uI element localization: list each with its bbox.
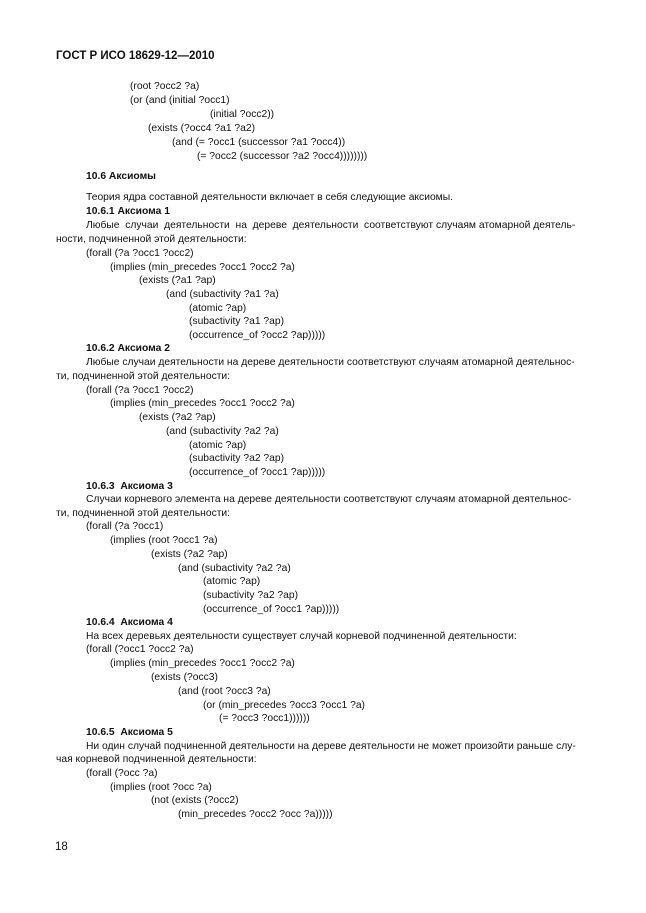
code-line: (exists (?occ4 ?a1 ?a2) (148, 123, 256, 134)
code-line: (forall (?a ?occ1) (86, 521, 164, 532)
code-line: (and (root ?occ3 ?a) (178, 686, 271, 697)
code-line: (atomic ?ap) (203, 576, 261, 587)
code-line: (or (min_precedes ?occ3 ?occ1 ?a) (203, 700, 365, 711)
section-heading: 10.6 Аксиомы (86, 171, 156, 182)
code-line: (exists (?a2 ?ap) (151, 549, 228, 560)
subsection-heading: 10.6.3 Аксиома 3 (86, 481, 173, 492)
code-line: (atomic ?ap) (189, 440, 247, 451)
paragraph-line: ти, подчиненной этой деятельности: (56, 371, 231, 382)
document-header: ГОСТ Р ИСО 18629-12—2010 (56, 50, 215, 62)
code-line: (occurrence_of ?occ2 ?ap))))) (189, 330, 326, 341)
subsection-heading: 10.6.5 Аксиома 5 (86, 727, 173, 738)
code-line: (and (subactivity ?a1 ?a) (166, 289, 279, 300)
code-line: (occurrence_of ?occ1 ?ap))))) (203, 604, 340, 615)
subsection-heading: 10.6.2 Аксиома 2 (86, 343, 170, 354)
code-line: (and (subactivity ?a2 ?a) (178, 563, 291, 574)
paragraph-line: ти, подчиненной этой деятельности: (56, 508, 231, 519)
code-line: (subactivity ?a2 ?ap) (189, 453, 285, 464)
code-line: (initial ?occ2)) (210, 109, 275, 120)
paragraph-line: Случаи корневого элемента на дереве деятельности соответствуют случаям атомарной деятельнос- (86, 494, 572, 505)
code-line: (min_precedes ?occ2 ?occ ?a))))) (178, 809, 333, 820)
code-line: (implies (min_precedes ?occ1 ?occ2 ?a) (110, 658, 295, 669)
subsection-heading: 10.6.1 Аксиома 1 (86, 206, 170, 217)
code-line: (implies (min_precedes ?occ1 ?occ2 ?a) (110, 398, 295, 409)
code-line: (exists (?a2 ?ap) (139, 412, 216, 423)
subsection-heading: 10.6.4 Аксиома 4 (86, 617, 173, 628)
code-line: (root ?occ2 ?a) (130, 81, 200, 92)
code-line: (and (subactivity ?a2 ?a) (166, 426, 279, 437)
paragraph-line: ности, подчиненной этой деятельности: (56, 234, 247, 245)
code-line: (forall (?occ ?a) (86, 768, 158, 779)
paragraph-line: чая корневой подчиненной деятельности: (56, 754, 257, 765)
paragraph-line: Ни один случай подчиненной деятельности на дереве деятельности не может произойти раньше слу- (86, 741, 576, 752)
paragraph-line: На всех деревьях деятельности существует случай корневой подчиненной деятельности: (86, 631, 517, 642)
paragraph-line: Теория ядра составной деятельности включает в себя следующие аксиомы. (86, 192, 454, 203)
code-line: (= ?occ2 (successor ?a2 ?occ4)))))))) (197, 151, 368, 162)
code-line: (subactivity ?a2 ?ap) (203, 590, 299, 601)
code-line: (implies (min_precedes ?occ1 ?occ2 ?a) (110, 262, 295, 273)
code-line: (forall (?a ?occ1 ?occ2) (86, 385, 194, 396)
code-line: (forall (?occ1 ?occ2 ?a) (86, 644, 194, 655)
code-line: (or (and (initial ?occ1) (130, 95, 230, 106)
paragraph-line: Любые случаи деятельности на дереве деятельности соответствуют случаям атомарной деятельнос- (86, 357, 575, 368)
paragraph-line: Любые случаи деятельности на дереве деятельности соответствуют случаям атомарной деятель- (86, 220, 576, 231)
code-line: (subactivity ?a1 ?ap) (189, 316, 285, 327)
code-line: (forall (?a ?occ1 ?occ2) (86, 248, 194, 259)
code-line: (and (= ?occ1 (successor ?a1 ?occ4)) (172, 137, 346, 148)
code-line: (exists (?a1 ?ap) (139, 275, 216, 286)
code-line: (atomic ?ap) (189, 303, 247, 314)
code-line: (implies (root ?occ ?a) (110, 782, 212, 793)
code-line: (not (exists (?occ2) (151, 795, 239, 806)
page-number: 18 (55, 841, 68, 853)
code-line: (exists (?occ3) (151, 672, 218, 683)
code-line: (= ?occ3 ?occ1)))))) (219, 713, 310, 724)
code-line: (occurrence_of ?occ1 ?ap))))) (189, 467, 326, 478)
code-line: (implies (root ?occ1 ?a) (110, 535, 218, 546)
